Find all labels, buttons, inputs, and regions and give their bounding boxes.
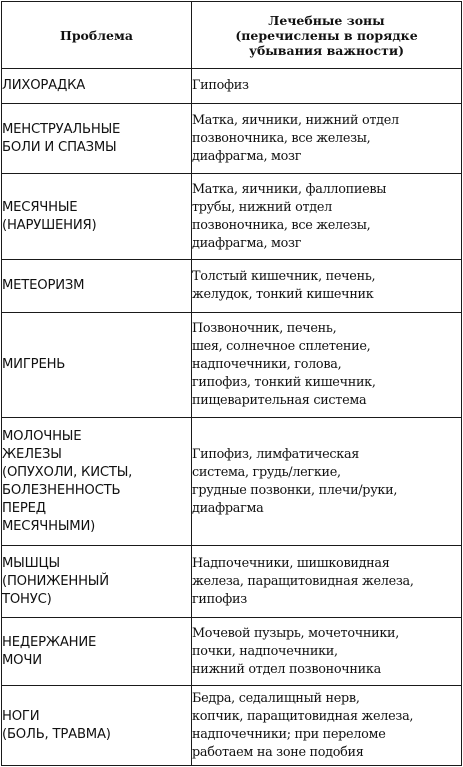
header-problem: Проблема	[2, 2, 192, 69]
zones-cell	[192, 104, 462, 174]
table-row	[2, 313, 462, 418]
zones-cell	[192, 546, 462, 618]
table-row	[2, 260, 462, 313]
zones-line: трубы, нижний отдел	[192, 199, 332, 215]
problem-line: МОЧИ	[2, 652, 42, 668]
problem-line: (ПОНИЖЕННЫЙ	[2, 573, 109, 589]
table-row	[2, 174, 462, 260]
zones-line: Толстый кишечник, печень,	[192, 269, 376, 284]
problem-line: МОЛОЧНЫЕ	[2, 428, 82, 444]
zones-line: надпочечники; при переломе	[192, 726, 386, 742]
problem-line: МИГРЕНЬ	[2, 357, 66, 372]
table-row	[2, 104, 462, 174]
problem-line: ПЕРЕД	[2, 500, 46, 516]
problem-line: МЕТЕОРИЗМ	[2, 278, 85, 293]
zones-line: желудок, тонкий кишечник	[192, 287, 374, 302]
problem-cell	[2, 69, 192, 104]
zones-line: пищеварительная система	[192, 393, 367, 408]
zones-cell	[192, 686, 462, 766]
table-row	[2, 418, 462, 546]
zones-line: гипофиз	[192, 591, 247, 607]
zones-line: Матка, яичники, нижний отдел	[192, 112, 399, 128]
problem-line: МЫШЦЫ	[2, 555, 60, 571]
zones-line: работаем на зоне подобия	[192, 744, 364, 760]
zones-line: Бедра, седалищный нерв,	[192, 690, 360, 706]
problem-line: (НАРУШЕНИЯ)	[2, 217, 97, 233]
zones-line: диафрагма	[192, 500, 264, 516]
problem-cell	[2, 618, 192, 686]
problem-line: (БОЛЬ, ТРАВМА)	[2, 726, 111, 742]
problem-line: ТОНУС)	[2, 591, 52, 607]
zones-line: Матка, яичники, фаллопиевы	[192, 181, 387, 197]
zones-cell	[192, 418, 462, 546]
zones-line: грудные позвонки, плечи/руки,	[192, 482, 398, 498]
header-zones-line: убывания важности)	[248, 42, 405, 58]
header-zones-line: (перечислены в порядке	[235, 27, 418, 43]
header-zones-line: Лечебные зоны	[268, 12, 385, 28]
zones-line: железа, паращитовидная железа,	[192, 573, 414, 589]
zones-cell	[192, 174, 462, 260]
zones-line: Позвоночник, печень,	[192, 321, 337, 336]
zones-cell	[192, 313, 462, 418]
zones-line: нижний отдел позвоночника	[192, 661, 381, 677]
problem-line: ЛИХОРАДКА	[2, 78, 86, 93]
zones-line: шея, солнечное сплетение,	[192, 339, 371, 354]
zones-line: позвоночника, все железы,	[192, 130, 371, 146]
problem-line: МЕСЯЧНЫМИ)	[2, 518, 96, 534]
problem-line: НОГИ	[2, 708, 40, 724]
problem-line: (ОПУХОЛИ, КИСТЫ,	[2, 464, 133, 480]
table-row	[2, 686, 462, 766]
zones-cell	[192, 260, 462, 313]
zones-cell	[192, 618, 462, 686]
table-row	[2, 546, 462, 618]
treatment-zones-table	[1, 1, 462, 766]
problem-cell	[2, 174, 192, 260]
zones-line: диафрагма, мозг	[192, 148, 302, 164]
zones-line: диафрагма, мозг	[192, 235, 302, 251]
problem-line: БОЛИ И СПАЗМЫ	[2, 139, 117, 155]
problem-cell	[2, 686, 192, 766]
zones-line: система, грудь/легкие,	[192, 464, 341, 480]
problem-cell	[2, 546, 192, 618]
table-header-row	[2, 2, 462, 69]
table-row	[2, 69, 462, 104]
problem-line: МЕНСТРУАЛЬНЫЕ	[2, 121, 121, 137]
zones-line: Надпочечники, шишковидная	[192, 555, 390, 571]
problem-cell	[2, 313, 192, 418]
table-row	[2, 618, 462, 686]
zones-line: копчик, паращитовидная железа,	[192, 708, 414, 724]
zones-line: Гипофиз, лимфатическая	[192, 446, 360, 462]
zones-line: Гипофиз	[192, 78, 249, 93]
problem-cell	[2, 104, 192, 174]
problem-line: БОЛЕЗНЕННОСТЬ	[2, 482, 121, 498]
zones-line: Мочевой пузырь, мочеточники,	[192, 625, 400, 641]
header-zones	[192, 2, 462, 69]
problem-line: МЕСЯЧНЫЕ	[2, 199, 78, 215]
zones-line: позвоночника, все железы,	[192, 217, 371, 233]
problem-cell	[2, 260, 192, 313]
zones-cell	[192, 69, 462, 104]
problem-line: НЕДЕРЖАНИЕ	[2, 634, 97, 650]
zones-line: гипофиз, тонкий кишечник,	[192, 375, 376, 390]
problem-line: ЖЕЛЕЗЫ	[2, 446, 62, 462]
zones-line: надпочечники, голова,	[192, 357, 342, 372]
problem-cell	[2, 418, 192, 546]
zones-line: почки, надпочечники,	[192, 643, 338, 659]
